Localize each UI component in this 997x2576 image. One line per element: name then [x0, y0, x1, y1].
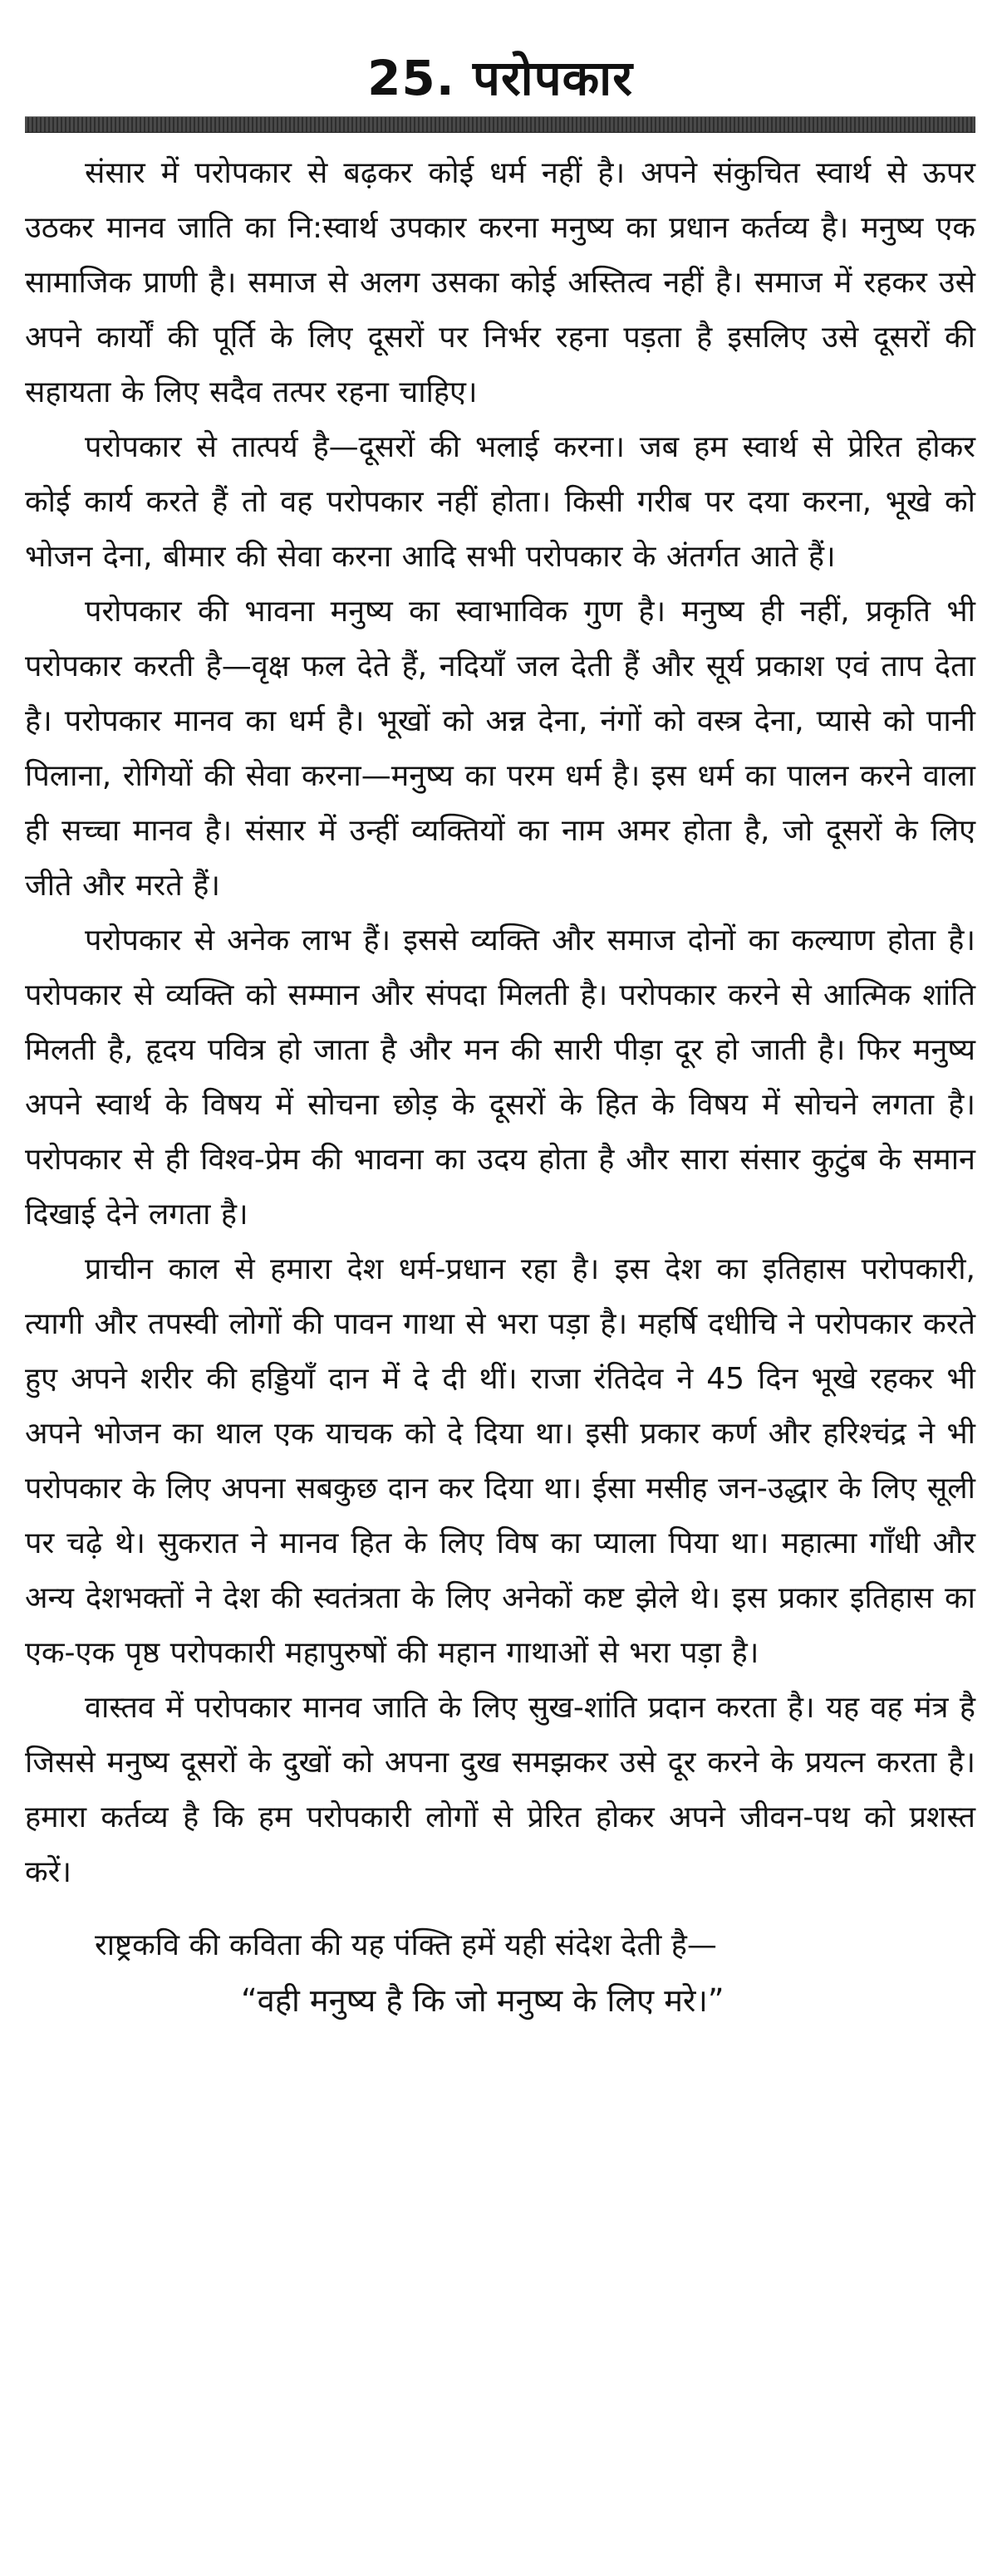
paragraph-5: प्राचीन काल से हमारा देश धर्म-प्रधान रहा है। इस देश का इतिहास परोपकारी, त्यागी और तपस्वी लोगों की पावन गाथा से भरा पड़ा है। महर्षि दधीचि ने परोपकार करते हुए अपने शरीर की हड्डियाँ दान में दे दी थीं। राजा रंतिदेव ने 45 दिन भूखे रहकर भी अपने भोजन का थाल एक याचक को दे दिया था। इसी प्रकार कर्ण और हरिश्चंद्र ने भी परोपकार के लिए अपना सबकुछ दान कर दिया था। ईसा मसीह जन-उद्धार के लिए सूली पर चढ़े थे। सुकरात ने मानव हित के लिए विष का प्याला पिया था। महात्मा गाँधी और अन्य देशभक्तों ने देश की स्वतंत्रता के लिए अनेकों कष्ट झेले थे। इस प्रकार इतिहास का एक-एक पृष्ठ परोपकारी महापुरुषों की महान गाथाओं से भरा पड़ा है। [25, 1252, 975, 1670]
paragraph-2: परोपकार से तात्पर्य है—दूसरों की भलाई करना। जब हम स्वार्थ से प्रेरित होकर कोई कार्य करते हैं तो वह परोपकार नहीं होता। किसी गरीब पर दया करना, भूखे को भोजन देना, बीमार की सेवा करना आदि सभी परोपकार के अंतर्गत आते हैं। [25, 430, 975, 574]
poem-quote: “वही मनुष्य है कि जो मनुष्य के लिए मरे।” [241, 1982, 724, 2019]
paragraph-6: वास्तव में परोपकार मानव जाति के लिए सुख-शांति प्रदान करता है। यह वह मंत्र है जिससे मनुष्य दूसरों के दुखों को अपना दुख समझकर उसे दूर करने के प्रयत्न करता है। हमारा कर्तव्य है कि हम परोपकारी लोगों से प्रेरित होकर अपने जीवन-पथ को प्रशस्त करें। [25, 1691, 975, 1889]
paragraph-1: संसार में परोपकार से बढ़कर कोई धर्म नहीं है। अपने संकुचित स्वार्थ से ऊपर उठकर मानव जाति का नि:स्वार्थ उपकार करना मनुष्य का प्रधान कर्तव्य है। मनुष्य एक सामाजिक प्राणी है। समाज से अलग उसका कोई अस्तित्व नहीं है। समाज में रहकर उसे अपने कार्यों की पूर्ति के लिए दूसरों पर निर्भर रहना पड़ता है इसलिए उसे दूसरों की सहायता के लिए सदैव तत्पर रहना चाहिए। [25, 156, 975, 409]
essay-body [25, 146, 975, 1900]
closing-block [25, 1918, 975, 2028]
essay-title: 25. परोपकार [367, 50, 633, 106]
closing-line: राष्ट्रकवि की कविता की यह पंक्ति हमें यही संदेश देती है— [95, 1928, 717, 1962]
title-divider [25, 116, 975, 133]
paragraph-4: परोपकार से अनेक लाभ हैं। इससे व्यक्ति और समाज दोनों का कल्याण होता है। परोपकार से व्यक्ति को सम्मान और संपदा मिलती है। परोपकार करने से आत्मिक शांति मिलती है, हृदय पवित्र हो जाता है और मन की सारी पीड़ा दूर हो जाती है। फिर मनुष्य अपने स्वार्थ के विषय में सोचना छोड़ के दूसरों के हित के विषय में सोचने लगता है। परोपकार से ही विश्व-प्रेम की भावना का उदय होता है और सारा संसार कुटुंब के समान दिखाई देने लगता है। [25, 923, 975, 1232]
paragraph-3: परोपकार की भावना मनुष्य का स्वाभाविक गुण है। मनुष्य ही नहीं, प्रकृति भी परोपकार करती है—वृक्ष फल देते हैं, नदियाँ जल देती हैं और सूर्य प्रकाश एवं ताप देता है। परोपकार मानव का धर्म है। भूखों को अन्न देना, नंगों को वस्त्र देना, प्यासे को पानी पिलाना, रोगियों की सेवा करना—मनुष्य का परम धर्म है। इस धर्म का पालन करने वाला ही सच्चा मानव है। संसार में उन्हीं व्यक्तियों का नाम अमर होता है, जो दूसरों के लिए जीते और मरते हैं। [25, 595, 975, 903]
